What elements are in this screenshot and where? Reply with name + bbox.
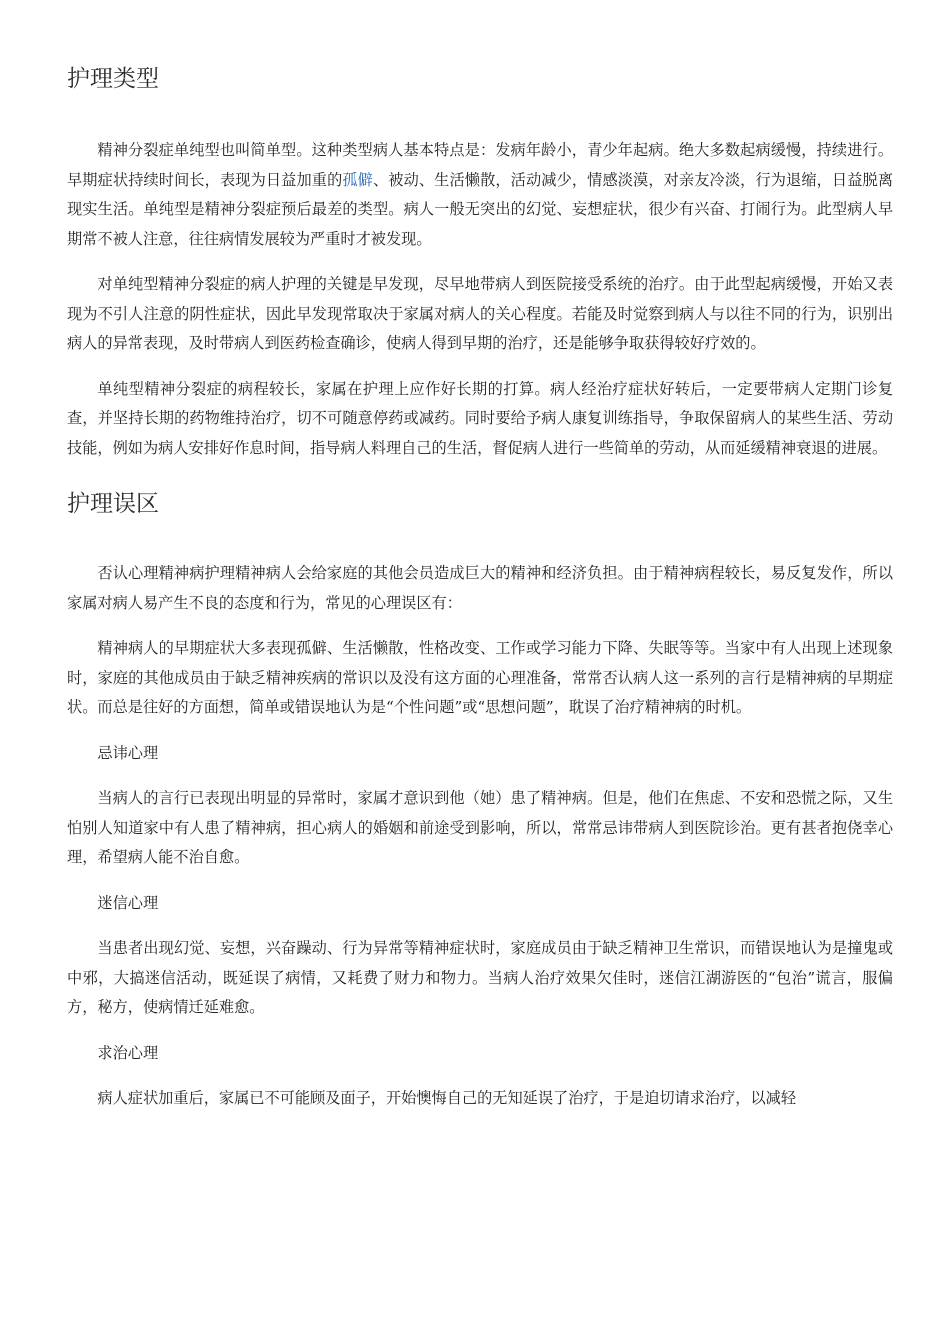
subheading-taboo: 忌讳心理 [97,743,159,762]
term-link[interactable]: 孤僻 [342,170,373,189]
paragraph: 当患者出现幻觉、妄想，兴奋躁动、行为异常等精神症状时，家庭成员由于缺乏精神卫生常识，而错误地认为是撞鬼或中邪，大搞迷信活动，既延误了病情，又耗费了财力和物力。当病人治疗效果欠佳时，迷信江湖游医的“包治”谎言，服偏方，秘方，使病情迁延难愈。 [67,939,893,1016]
paragraph: 病人症状加重后，家属已不可能顾及面子，开始懊悔自己的无知延误了治疗，于是迫切请求治疗，以减轻 [97,1089,797,1107]
subheading-seeking-treatment: 求治心理 [97,1043,159,1062]
paragraph: 当病人的言行已表现出明显的异常时，家属才意识到他（她）患了精神病。但是，他们在焦虑、不安和恐慌之际，又生怕别人知道家中有人患了精神病，担心病人的婚姻和前途受到影响，所以，常常忌讳带病人到医院诊治。更有甚者抱侥幸心理，希望病人能不治自愈。 [67,789,893,866]
paragraph: 单纯型精神分裂症的病程较长，家属在护理上应作好长期的打算。病人经治疗症状好转后，一定要带病人定期门诊复查，并坚持长期的药物维持治疗，切不可随意停药或减药。同时要给予病人康复训练指导，争取保留病人的某些生活、劳动技能，例如为病人安排好作息时间，指导病人料理自己的生活，督促病人进行一些简单的劳动，从而延缓精神衰退的进展。 [67,379,893,457]
article [67,0,893,1130]
paragraph: 对单纯型精神分裂症的病人护理的关键是早发现，尽早地带病人到医院接受系统的治疗。由于此型起病缓慢，开始又表现为不引人注意的阴性症状，因此早发现常取决于家属对病人的关心程度。若能及时觉察到病人与以往不同的行为，识别出病人的异常表现，及时带病人到医药检查确诊，使病人得到早期的治疗，还是能够争取获得较好疗效的。 [67,275,893,352]
paragraph: 精神病人的早期症状大多表现孤僻、生活懒散，性格改变、工作或学习能力下降、失眠等等。当家中有人出现上述现象时，家庭的其他成员由于缺乏精神疾病的常识以及没有这方面的心理准备，常常否认病人这一系列的言行是精神病的早期症状。而总是往好的方面想，简单或错误地认为是“个性问题”或“思想问题”，耽误了治疗精神病的时机。 [67,639,893,716]
subheading-superstition: 迷信心理 [97,893,159,912]
paragraph [67,136,893,254]
paragraph-text: 、被动、生活懒散，活动减少，情感淡漠，对亲友冷淡，行为退缩，日益脱离现实生活。单纯型是精神分裂症预后最差的类型。病人一般无突出的幻觉、妄想症状，很少有兴奋、打闹行为。此型病人早期常不被人注意，往往病情发展较为严重时才被发现。 [67,170,894,248]
paragraph: 否认心理精神病护理精神病人会给家庭的其他会员造成巨大的精神和经济负担。由于精神病程较长，易反复发作，所以家属对病人易产生不良的态度和行为，常见的心理误区有： [67,564,893,612]
section-title-nursing-misconceptions: 护理误区 [67,491,159,517]
section-title-nursing-types: 护理类型 [67,66,159,92]
paragraph-text: 精神分裂症单纯型也叫简单型。这种类型病人基本特点是：发病年龄小，青少年起病。绝大多数起病缓慢，持续进行。早期症状持续时间长，表现为日益加重的 [67,141,893,189]
